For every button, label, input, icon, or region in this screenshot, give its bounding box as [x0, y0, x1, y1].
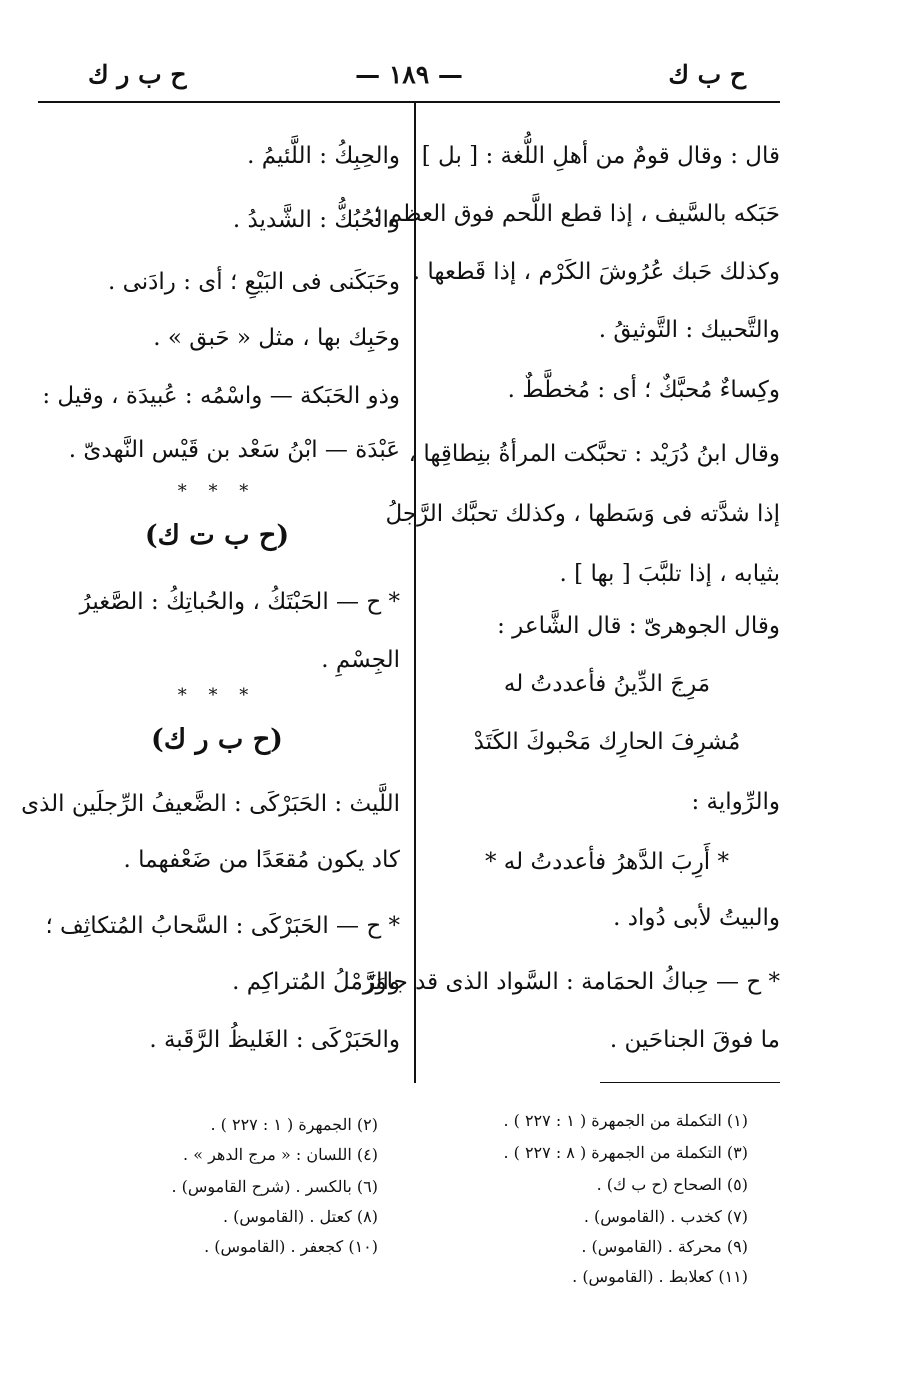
footnote: (٧) كخدب . (القاموس) . [583, 1207, 748, 1226]
footnote: (٣) التكملة من الجمهرة ( ٨ : ٢٢٧ ) . [503, 1143, 748, 1162]
text-line: وكِساءٌ مُحبَّكٌ ؛ أى : مُخطَّطٌ . [507, 377, 780, 403]
section-separator: * * * [177, 685, 257, 706]
footnote: (١١) كعلابط . (القاموس) . [572, 1267, 748, 1286]
entry-heading: (ح ب ت ك) [144, 520, 290, 551]
text-line: حَبَكه بالسَّيف ، إذا قطع اللَّحم فوق العظم ؛ [373, 201, 780, 227]
text-line: كاد يكون مُقعَدًا من ضَعْفهما . [123, 847, 400, 873]
verse-line: * أَرِبَ الدَّهرُ فأعددتُ له * [484, 849, 730, 875]
text-line: وقال الجوهرىّ : قال الشَّاعر : [497, 613, 780, 639]
footnote: (٨) كعتل . (القاموس) . [222, 1207, 378, 1226]
text-line: والحُبُكُّ : الشَّديدُ . [232, 207, 400, 233]
footnote: (٦) بالكسر . (شرح القاموس) . [171, 1177, 378, 1196]
text-line: وحَبَكَنى فى البَيْعِ ؛ أى : رادَنى . [107, 269, 400, 295]
text-line: بثيابه ، إذا تلبَّبَ [ بها ] . [559, 561, 780, 587]
header-rule [38, 101, 780, 103]
text-line: * ح — حِباكُ الحمَامة : السَّواد الذى قد جاوَزَ [364, 969, 780, 995]
text-line: والرَّمْلُ المُتراكِم . [232, 969, 400, 995]
text-line: والرِّواية : [691, 789, 780, 815]
text-line: والبيتُ لأبى دُواد . [613, 905, 780, 931]
footnote: (١٠) كجعفر . (القاموس) . [204, 1237, 378, 1256]
text-line: * ح — الحَبَرْكَى : السَّحابُ المُتكاثِف ؛ [45, 913, 400, 939]
footnote-rule [600, 1082, 780, 1083]
text-line: وذو الحَبَكة — واسْمُه : عُبيدَة ، وقيل : [42, 383, 400, 409]
text-line: وحَبِك بها ، مثل « حَبق » . [153, 325, 400, 351]
text-line: وكذلك حَبك عُرُوشَ الكَرْم ، إذا قَطعها . [412, 259, 780, 285]
header-root-right: ح ب ك [668, 60, 746, 89]
entry-heading: (ح ب ر ك) [151, 724, 283, 755]
footnote: (٥) الصحاح (ح ب ك) . [596, 1175, 748, 1194]
text-line: والحَبَرْكَى : الغَليظُ الرَّقَبة . [149, 1027, 400, 1053]
text-line: قال : وقال قومٌ من أهلِ اللُّغة : [ بل ] [421, 143, 780, 169]
footnote: (١) التكملة من الجمهرة ( ١ : ٢٢٧ ) . [503, 1111, 748, 1130]
text-line: عَبْدَة — ابْنُ سَعْد بن قَيْس النَّهدىّ . [68, 437, 400, 463]
text-line: * ح — الحَبْتَكُ ، والحُباتِكُ : الصَّغيرُ [79, 589, 400, 615]
header-root-left: ح ب ر ك [88, 60, 187, 89]
footnote: (٢) الجمهرة ( ١ : ٢٢٧ ) . [210, 1115, 378, 1134]
page-number: — ١٨٩ — [355, 60, 463, 89]
text-line: إذا شدَّته فى وَسَطها ، وكذلك تحبَّك الرَّجلُ [385, 501, 780, 527]
text-line: اللَّيث : الحَبَرْكَى : الضَّعيفُ الرِّجلَين الذى [21, 791, 400, 817]
verse-line: مَرِجَ الدِّينُ فأعددتُ له [503, 671, 711, 697]
text-line: والحِبِكُ : اللَّئيمُ . [247, 143, 400, 169]
section-separator: * * * [177, 481, 257, 502]
text-line: الجِسْمِ . [321, 647, 400, 673]
column-divider [414, 103, 416, 1083]
footnote: (٤) اللسان : « مرج الدهر » . [183, 1145, 378, 1164]
text-line: ما فوقَ الجناحَين . [609, 1027, 780, 1053]
text-line: والتَّحبيك : التَّوثيقُ . [598, 317, 780, 343]
text-line: وقال ابنُ دُرَيْد : تحبَّكت المرأةُ بنِطاقِها ، [408, 441, 780, 467]
verse-line: مُشرِفَ الحارِك مَحْبوكَ الكَتَدْ [473, 729, 741, 755]
footnote: (٩) محركة . (القاموس) . [581, 1237, 748, 1256]
